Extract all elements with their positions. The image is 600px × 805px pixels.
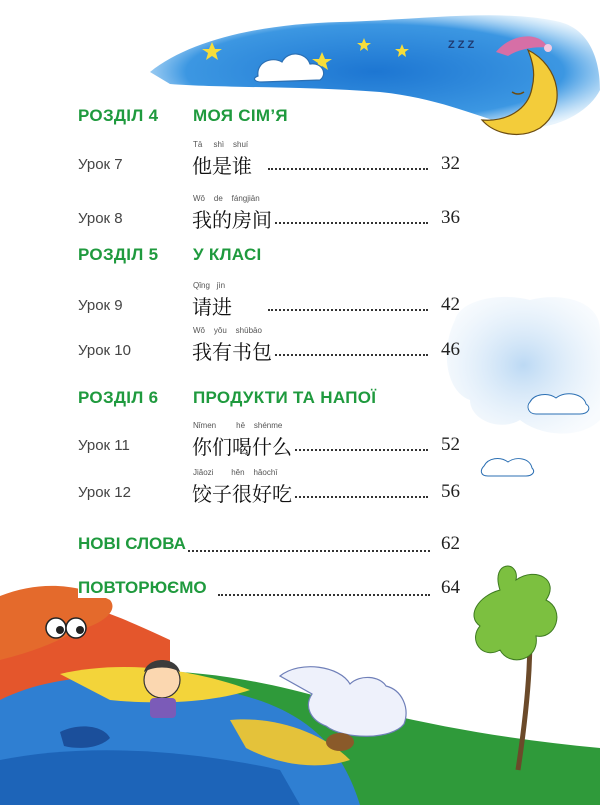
hedgehog-icon: [326, 733, 354, 751]
section-title: МОЯ СІМ’Я: [193, 106, 288, 125]
leader-dots: [218, 594, 430, 596]
toc-lesson-12[interactable]: [78, 468, 460, 508]
lesson-title: 你们喝什么: [192, 431, 294, 460]
cloud-icon: [481, 459, 533, 476]
page-number: 32: [441, 153, 460, 174]
toc-entry-label: НОВІ СЛОВА: [78, 534, 186, 553]
section-heading-6: [78, 388, 377, 408]
leader-dots: [268, 168, 428, 170]
page-number: 36: [441, 207, 460, 228]
page-number: 52: [441, 434, 460, 455]
toc-entry-label: ПОВТОРЮЄМО: [78, 578, 207, 597]
page-number: 56: [441, 481, 460, 502]
lesson-pinyin: Qǐng jìn: [193, 281, 226, 290]
lesson-pinyin: Nǐmen hē shénme: [193, 421, 283, 430]
leader-dots: [268, 222, 428, 224]
lesson-pinyin: Tā shì shuí: [193, 140, 249, 149]
lesson-number: Урок 9: [78, 297, 123, 314]
lesson-title: 我的房间: [192, 204, 274, 233]
lesson-number: Урок 8: [78, 210, 123, 227]
page-number: 64: [441, 577, 460, 598]
toc-lesson-11[interactable]: [78, 421, 460, 461]
lesson-title: 饺子很好吃: [192, 478, 294, 507]
section-title: У КЛАСІ: [193, 245, 262, 264]
section-title: ПРОДУКТИ ТА НАПОЇ: [193, 388, 377, 407]
sleep-z-icon: Z Z Z: [448, 39, 475, 51]
lesson-title: 请进: [192, 291, 234, 320]
lesson-pinyin: Jiǎozi hěn hǎochī: [193, 468, 278, 477]
toc-lesson-9[interactable]: [78, 281, 460, 321]
toc-lesson-10[interactable]: [78, 326, 460, 366]
cloud-background: [447, 297, 600, 476]
section-heading-5: [78, 245, 262, 265]
lesson-pinyin: Wǒ de fángjiān: [193, 194, 260, 203]
section-label: РОЗДІЛ 5: [78, 245, 159, 264]
page-number: 46: [441, 339, 460, 360]
lesson-number: Урок 10: [78, 342, 131, 359]
cloud-icon: [528, 394, 589, 414]
page-number: 62: [441, 533, 460, 554]
toc-new-words[interactable]: [78, 534, 460, 558]
lesson-title: 他是谁: [192, 150, 254, 179]
section-label: РОЗДІЛ 6: [78, 388, 159, 407]
section-label: РОЗДІЛ 4: [78, 106, 159, 125]
lesson-number: Урок 11: [78, 437, 130, 454]
lesson-pinyin: Wǒ yǒu shūbāo: [193, 326, 262, 335]
toc-lesson-8[interactable]: [78, 194, 460, 234]
leader-dots: [188, 550, 430, 552]
lesson-number: Урок 12: [78, 484, 131, 501]
leader-dots: [268, 309, 428, 311]
leader-dots: [268, 354, 428, 356]
toc-review[interactable]: [78, 578, 460, 602]
toc-lesson-7[interactable]: [78, 140, 460, 180]
lesson-title: 我有书包: [192, 336, 274, 365]
lesson-number: Урок 7: [78, 156, 123, 173]
page-number: 42: [441, 294, 460, 315]
section-heading-4: [78, 106, 288, 126]
